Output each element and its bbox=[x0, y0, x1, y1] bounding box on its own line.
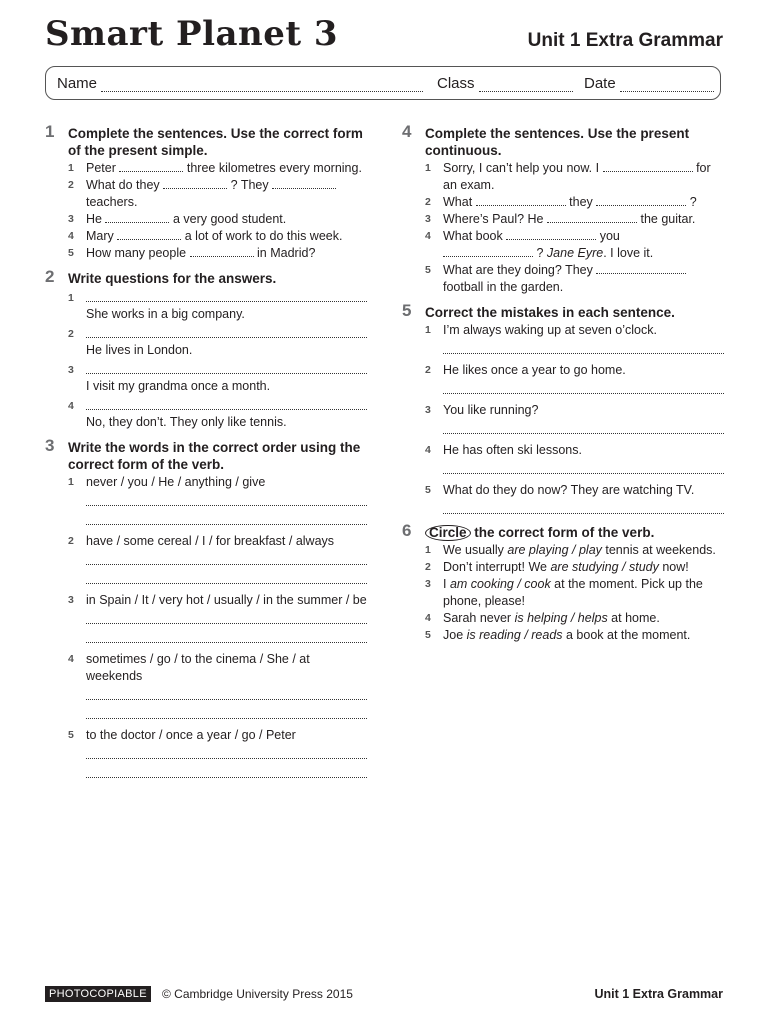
item-text: at the moment. Pick up the phone, please! bbox=[443, 577, 703, 608]
answer-line[interactable] bbox=[86, 708, 367, 719]
name-label: Name bbox=[57, 75, 98, 92]
answer-blank[interactable] bbox=[596, 194, 686, 206]
item-text: Peter bbox=[86, 161, 116, 175]
date-label: Date bbox=[584, 75, 616, 92]
item-text: Joe bbox=[443, 628, 467, 642]
exercise-number: 1 bbox=[45, 122, 55, 141]
verb-options[interactable]: are playing / play bbox=[507, 543, 602, 557]
answer-line[interactable] bbox=[443, 383, 724, 394]
item-number: 4 bbox=[68, 653, 74, 665]
item-text: I visit my grandma once a month. bbox=[86, 379, 271, 393]
footer-unit: Unit 1 Extra Grammar bbox=[594, 987, 723, 1001]
item-text: What do they do now? They are watching TV. bbox=[443, 483, 695, 497]
item-number: 3 bbox=[68, 364, 74, 376]
list-item bbox=[68, 362, 367, 395]
item-text: What bbox=[443, 195, 473, 209]
list-item bbox=[68, 177, 367, 211]
item-number: 4 bbox=[425, 444, 431, 456]
item-text: the guitar. bbox=[640, 212, 696, 226]
answer-line[interactable] bbox=[86, 554, 367, 565]
item-number: 2 bbox=[68, 179, 74, 191]
answer-blank[interactable] bbox=[547, 211, 637, 223]
item-number: 1 bbox=[68, 162, 74, 174]
exercise-instruction: Correct the mistakes in each sentence. bbox=[425, 305, 675, 320]
exercise-instruction: Write the words in the correct order using the correct form of the verb. bbox=[68, 440, 361, 472]
name-field[interactable] bbox=[57, 76, 423, 92]
list-item bbox=[68, 290, 367, 323]
item-number: 5 bbox=[68, 729, 74, 741]
answer-blank[interactable] bbox=[596, 262, 686, 274]
exercise-instruction: Write questions for the answers. bbox=[68, 271, 277, 286]
item-text: in Spain / It / very hot / usually / in the summer / be bbox=[86, 593, 367, 607]
instruction-text: the correct form of the verb. bbox=[470, 525, 655, 540]
exercise-5 bbox=[402, 301, 724, 514]
copyright-notice: © Cambridge University Press 2015 bbox=[162, 987, 353, 1001]
item-number: 1 bbox=[425, 162, 431, 174]
list-item bbox=[425, 576, 724, 610]
list-item bbox=[425, 542, 724, 559]
item-text: Where’s Paul? He bbox=[443, 212, 544, 226]
list-item bbox=[68, 211, 367, 228]
item-number: 1 bbox=[425, 324, 431, 336]
list-item bbox=[425, 442, 724, 474]
answer-line[interactable] bbox=[86, 326, 367, 338]
answer-line[interactable] bbox=[86, 290, 367, 302]
list-item bbox=[68, 592, 367, 643]
exercise-number: 6 bbox=[402, 521, 412, 540]
item-text: a very good student. bbox=[172, 212, 287, 226]
name-blank[interactable] bbox=[101, 79, 423, 92]
item-number: 3 bbox=[425, 213, 431, 225]
answer-blank[interactable] bbox=[603, 160, 693, 172]
item-text: He likes once a year to go home. bbox=[443, 363, 626, 377]
item-text: Sarah never bbox=[443, 611, 515, 625]
answer-line[interactable] bbox=[86, 689, 367, 700]
class-label: Class bbox=[437, 75, 475, 92]
answer-line[interactable] bbox=[443, 463, 724, 474]
item-text: for an exam. bbox=[443, 161, 711, 192]
item-text: What do they bbox=[86, 178, 160, 192]
item-number: 2 bbox=[68, 328, 74, 340]
answer-line[interactable] bbox=[86, 573, 367, 584]
item-number: 1 bbox=[68, 476, 74, 488]
exercise-6 bbox=[402, 521, 724, 644]
item-number: 2 bbox=[425, 364, 431, 376]
answer-line[interactable] bbox=[86, 398, 367, 410]
item-number: 3 bbox=[68, 213, 74, 225]
answer-blank[interactable] bbox=[119, 160, 183, 172]
exercise-2 bbox=[45, 267, 367, 431]
item-text: I’m always waking up at seven o’clock. bbox=[443, 323, 657, 337]
book-title: Jane Eyre bbox=[546, 246, 604, 260]
item-text: Mary bbox=[86, 229, 114, 243]
exercise-number: 2 bbox=[45, 267, 55, 286]
exercise-3 bbox=[45, 436, 367, 778]
answer-blank[interactable] bbox=[272, 177, 336, 189]
list-item bbox=[425, 362, 724, 394]
verb-options[interactable]: am cooking / cook bbox=[449, 577, 551, 591]
item-text: He bbox=[86, 212, 102, 226]
student-info-box bbox=[45, 66, 721, 100]
item-text: She works in a big company. bbox=[86, 307, 245, 321]
list-item bbox=[68, 398, 367, 431]
exercise-instruction: Complete the sentences. Use the present continuous. bbox=[425, 126, 690, 158]
page-title: Smart Planet 3 bbox=[45, 14, 339, 54]
list-item bbox=[68, 727, 367, 778]
verb-options[interactable]: are studying / study bbox=[550, 560, 659, 574]
list-item bbox=[425, 228, 724, 262]
photocopiable-badge: PHOTOCOPIABLE bbox=[45, 986, 151, 1002]
unit-title: Unit 1 Extra Grammar bbox=[527, 30, 723, 51]
list-item bbox=[68, 533, 367, 584]
answer-line[interactable] bbox=[86, 514, 367, 525]
list-item bbox=[68, 245, 367, 262]
answer-blank[interactable] bbox=[117, 228, 181, 240]
item-text: Don’t interrupt! We bbox=[443, 560, 551, 574]
list-item bbox=[425, 402, 724, 434]
exercise-1 bbox=[45, 122, 367, 262]
exercise-number: 5 bbox=[402, 301, 412, 320]
answer-line[interactable] bbox=[86, 613, 367, 624]
item-text: We usually bbox=[443, 543, 508, 557]
item-number: 5 bbox=[425, 484, 431, 496]
answer-line[interactable] bbox=[86, 767, 367, 778]
list-item bbox=[425, 627, 724, 644]
item-text: in Madrid? bbox=[257, 246, 316, 260]
answer-blank[interactable] bbox=[476, 194, 566, 206]
item-text: I bbox=[443, 577, 450, 591]
item-number: 4 bbox=[425, 612, 431, 624]
answer-line[interactable] bbox=[86, 632, 367, 643]
date-blank[interactable] bbox=[620, 79, 714, 92]
exercise-4 bbox=[402, 122, 724, 296]
item-number: 3 bbox=[425, 404, 431, 416]
item-text: football in the garden. bbox=[443, 280, 564, 294]
item-text: ? bbox=[536, 246, 544, 260]
item-text: a book at the moment. bbox=[562, 628, 691, 642]
exercise-instruction: Complete the sentences. Use the correct form of the present simple. bbox=[68, 126, 363, 158]
item-number: 1 bbox=[68, 292, 74, 304]
list-item bbox=[68, 326, 367, 359]
answer-blank[interactable] bbox=[163, 177, 227, 189]
item-number: 2 bbox=[425, 196, 431, 208]
list-item bbox=[68, 160, 367, 177]
exercise-instruction bbox=[425, 524, 724, 541]
answer-blank[interactable] bbox=[190, 245, 254, 257]
item-text: ? They bbox=[230, 178, 269, 192]
list-item bbox=[425, 559, 724, 576]
item-text: He has often ski lessons. bbox=[443, 443, 582, 457]
right-column bbox=[402, 122, 724, 651]
left-column bbox=[45, 122, 367, 786]
item-number: 4 bbox=[425, 230, 431, 242]
list-item bbox=[425, 194, 724, 211]
answer-line[interactable] bbox=[86, 748, 367, 759]
answer-line[interactable] bbox=[86, 362, 367, 374]
item-number: 4 bbox=[68, 400, 74, 412]
item-text: sometimes / go / to the cinema / She / at weekends bbox=[86, 652, 310, 683]
list-item bbox=[68, 228, 367, 245]
item-text: have / some cereal / I / for breakfast / always bbox=[86, 534, 335, 548]
item-text: teachers. bbox=[86, 195, 138, 209]
answer-line[interactable] bbox=[443, 423, 724, 434]
item-number: 2 bbox=[68, 535, 74, 547]
answer-line[interactable] bbox=[86, 495, 367, 506]
item-text: No, they don’t. They only like tennis. bbox=[86, 415, 287, 429]
item-text: to the doctor / once a year / go / Peter bbox=[86, 728, 296, 742]
item-text: What book bbox=[443, 229, 503, 243]
item-text: now! bbox=[658, 560, 689, 574]
list-item bbox=[425, 211, 724, 228]
list-item bbox=[425, 322, 724, 354]
class-blank[interactable] bbox=[479, 79, 573, 92]
item-number: 4 bbox=[68, 230, 74, 242]
list-item bbox=[425, 482, 724, 514]
list-item bbox=[68, 474, 367, 525]
item-number: 5 bbox=[68, 247, 74, 259]
item-text: He lives in London. bbox=[86, 343, 193, 357]
list-item bbox=[425, 610, 724, 627]
item-text: never / you / He / anything / give bbox=[86, 475, 266, 489]
verb-options[interactable]: is helping / helps bbox=[514, 611, 608, 625]
answer-line[interactable] bbox=[443, 343, 724, 354]
item-number: 3 bbox=[68, 594, 74, 606]
item-text: you bbox=[599, 229, 620, 243]
answer-blank[interactable] bbox=[105, 211, 169, 223]
item-text: You like running? bbox=[443, 403, 539, 417]
item-text: three kilometres every morning. bbox=[186, 161, 362, 175]
exercise-number: 3 bbox=[45, 436, 55, 455]
item-text: tennis at weekends. bbox=[601, 543, 716, 557]
answer-line[interactable] bbox=[443, 503, 724, 514]
verb-options[interactable]: is reading / reads bbox=[466, 628, 563, 642]
item-text: How many people bbox=[86, 246, 187, 260]
item-number: 5 bbox=[425, 264, 431, 276]
item-text: ? bbox=[689, 195, 697, 209]
item-text: a lot of work to do this week. bbox=[184, 229, 343, 243]
list-item bbox=[425, 262, 724, 296]
item-number: 1 bbox=[425, 544, 431, 556]
list-item bbox=[68, 651, 367, 719]
item-number: 5 bbox=[425, 629, 431, 641]
answer-blank[interactable] bbox=[443, 245, 533, 257]
item-number: 2 bbox=[425, 561, 431, 573]
item-number: 3 bbox=[425, 578, 431, 590]
item-text: at home. bbox=[607, 611, 660, 625]
item-text: What are they doing? They bbox=[443, 263, 593, 277]
list-item bbox=[425, 160, 724, 194]
answer-blank[interactable] bbox=[506, 228, 596, 240]
item-text: they bbox=[569, 195, 593, 209]
exercise-number: 4 bbox=[402, 122, 412, 141]
date-field[interactable] bbox=[584, 76, 714, 92]
circle-word: Circle bbox=[425, 525, 471, 541]
item-text: Sorry, I can’t help you now. I bbox=[443, 161, 600, 175]
class-field[interactable] bbox=[437, 76, 573, 92]
item-text: . I love it. bbox=[603, 246, 654, 260]
